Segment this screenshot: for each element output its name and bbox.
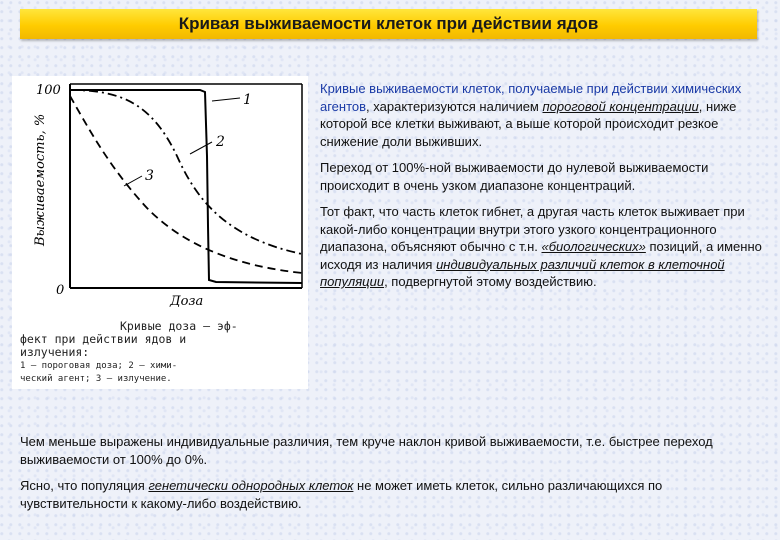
text-run: не может иметь клеток, сильно различающихся по чувствительности к какому-либо воздействию. — [20, 478, 663, 511]
term-threshold: пороговой концентрации — [542, 98, 699, 114]
paragraph-1 — [320, 80, 766, 150]
term-individual-differences: индивидуальных различий клеток в клеточной популяции — [320, 256, 725, 289]
paragraph-3 — [320, 203, 766, 291]
text-run: Ясно, что популяция — [20, 478, 149, 493]
y-tick-0: 0 — [56, 283, 65, 298]
caption-line: Кривые доза — эф- — [120, 319, 238, 333]
text-run: , характеризуются наличием — [366, 98, 543, 114]
text-run: , ниже которой все клетки выживают, а выше которой происходит резкое снижение доли выживших. — [320, 98, 737, 149]
curve-1-threshold — [70, 90, 302, 283]
curve-label-3: 3 — [145, 168, 154, 184]
dose-effect-plot — [12, 76, 308, 316]
curve-label-1: 1 — [243, 92, 252, 108]
caption-line: фект при действии ядов и — [20, 332, 187, 346]
term-biological: «биологических» — [541, 239, 646, 254]
text-run: позиций, а именно исходя из наличия — [320, 239, 762, 272]
term-homogeneous-cells: генетически однородных клеток — [148, 478, 354, 493]
caption-line: излучения: — [20, 345, 90, 359]
y-axis-label: Выживаемость, % — [33, 113, 48, 246]
title-bar — [20, 9, 757, 39]
x-axis-label: Доза — [170, 294, 204, 309]
caption-legend-line: 1 — пороговая доза; 2 — хими- — [20, 361, 178, 371]
label-2-leader — [190, 142, 212, 154]
highlight-text: Кривые выживаемости клеток, получаемые при действии химических агентов — [320, 81, 742, 114]
text-run: Тот факт, что часть клеток гибнет, а другая часть клеток выживает при какой-либо концентрации внутри этого узкого концентрационного диапазона, объясняют обычно с т.н. — [320, 204, 745, 254]
page-title: Кривая выживаемости клеток при действии ядов — [178, 14, 599, 33]
right-text-block — [320, 80, 766, 300]
bottom-text-block — [20, 433, 760, 521]
curve-2-chemical — [70, 90, 302, 254]
paragraph-5 — [20, 477, 760, 513]
paragraph-4: Чем меньше выражены индивидуальные различия, тем круче наклон кривой выживаемости, т.е. быстрее переход выживаемости от 100% до 0%. — [20, 434, 713, 467]
label-3-leader — [124, 176, 142, 186]
paragraph-2: Переход от 100%-ной выживаемости до нулевой выживаемости происходит в очень узком диапазоне концентраций. — [320, 160, 709, 193]
label-1-leader — [212, 98, 240, 101]
dose-effect-figure — [12, 76, 308, 389]
curve-label-2: 2 — [216, 134, 225, 150]
caption-legend-line: ческий агент; 3 — излучение. — [20, 374, 172, 384]
y-tick-100: 100 — [36, 83, 61, 98]
curve-3-radiation — [70, 96, 302, 273]
text-run: , подвергнутой этому воздействию. — [384, 274, 597, 289]
figure-caption — [20, 320, 302, 385]
